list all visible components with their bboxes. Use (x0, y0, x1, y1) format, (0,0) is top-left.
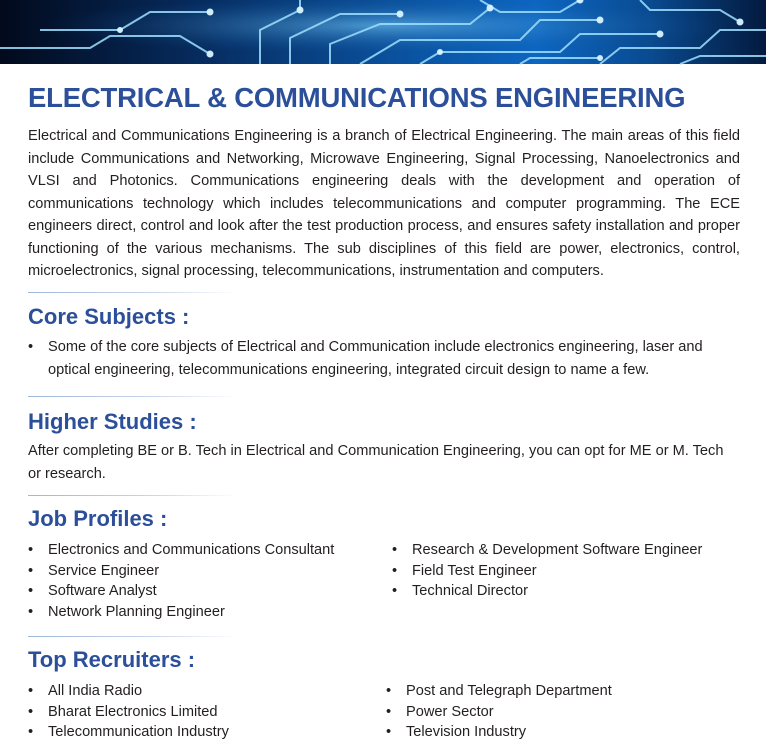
section-divider (28, 636, 238, 637)
job-profiles-right-list (392, 540, 702, 602)
circuit-pattern-graphic (0, 0, 766, 64)
core-subjects-heading: Core Subjects : (28, 304, 190, 329)
core-subjects-list (28, 336, 718, 381)
list-item: • Television Industry (386, 722, 612, 743)
intro-paragraph: Electrical and Communications Engineering is a branch of Electrical Engineering. The main areas of this field include Communications and Networking, Microwave Engineering, Signal Processing, Nanoelectronics and VLSI and Photonics. Communications engineering deals with the development and operation of communications technology which includes telecommunications and computer programming. The ECE engineers direct, control and look after the test production process, and ensures safety installation and proper functioning of the various mechanisms. The sub disciplines of this field are power, electronics, control, microelectronics, signal processing, telecommunications, instrumentation and computers. (28, 128, 740, 279)
list-item: • Telecommunication Industry (28, 722, 229, 743)
higher-studies-heading: Higher Studies : (28, 409, 197, 434)
job-profiles-heading: Job Profiles : (28, 506, 168, 531)
list-item: • All India Radio (28, 681, 229, 702)
list-item: • Field Test Engineer (392, 561, 702, 582)
job-profiles-left-list (28, 540, 334, 622)
list-item: • Power Sector (386, 702, 612, 723)
section-divider (28, 396, 238, 397)
list-item: • Network Planning Engineer (28, 602, 334, 623)
section-divider (28, 292, 238, 293)
higher-studies-text: After completing BE or B. Tech in Electrical and Communication Engineering, you can opt for ME or M. Tech or research. (28, 443, 724, 482)
list-item: • Research & Development Software Engineer (392, 540, 702, 561)
top-recruiters-left-list (28, 681, 229, 743)
list-item: • Bharat Electronics Limited (28, 702, 229, 723)
list-item: • Technical Director (392, 581, 702, 602)
list-item: • Post and Telegraph Department (386, 681, 612, 702)
list-item: • Service Engineer (28, 561, 334, 582)
top-recruiters-right-list (386, 681, 612, 743)
list-item: • Electronics and Communications Consultant (28, 540, 334, 561)
list-item: • Some of the core subjects of Electrical and Communication include electronics engineering, laser and optical engineering, telecommunications engineering, integrated circuit design to name a few. (28, 336, 718, 381)
page-title: ELECTRICAL & COMMUNICATIONS ENGINEERING (28, 82, 686, 113)
top-recruiters-heading: Top Recruiters : (28, 647, 196, 672)
circuit-board-banner (0, 0, 766, 64)
section-divider (28, 495, 238, 496)
list-item: • Software Analyst (28, 581, 334, 602)
